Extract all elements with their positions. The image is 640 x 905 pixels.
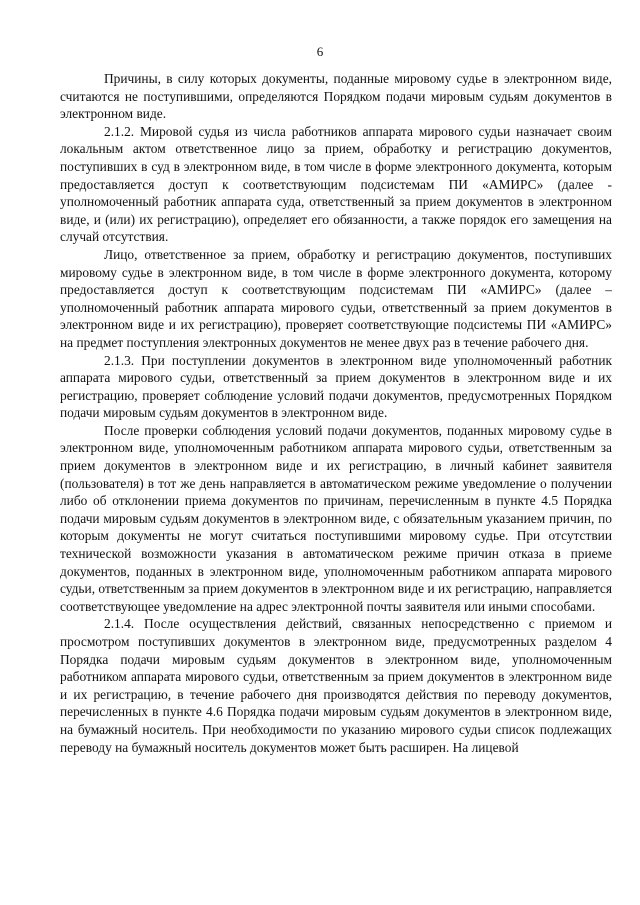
- page-number: 6: [316, 44, 324, 59]
- paragraph-reasons: Причины, в силу которых документы, поданные мировому судье в электронном виде, считаются не поступившими, определяются Порядком подачи мировым судьям документов в электронном виде.: [60, 71, 612, 122]
- paragraph-2-1-3: 2.1.3. При поступлении документов в электронном виде уполномоченный работник аппарата мирового судьи, ответственный за прием документов в электронном виде и их регистрацию, проверяет соблюдение условий подачи документов, предусмотренных Порядком подачи мировым судьям документов в электронном виде.: [60, 352, 612, 421]
- paragraph-responsible-person: Лицо, ответственное за прием, обработку и регистрацию документов, поступивших мировому судье в электронном виде, в том числе в форме электронного документа, которому предоставляется доступ к соответствующим подсистемам ПИ «АМИРС» (далее – уполномоченный работник аппарата мирового судьи, ответственный за прием документов в электронном виде и их регистрацию), проверяет соответствующие подсистемы ПИ «АМИРС» на предмет поступления электронных документов не менее двух раз в течение рабочего дня.: [60, 246, 612, 350]
- paragraph-2-1-4: 2.1.4. После осуществления действий, связанных непосредственно с приемом и просмотром поступивших документов в электронном виде, предусмотренных разделом 4 Порядка подачи мировым судьям документов в электронном виде, уполномоченным работником аппарата мирового судьи, ответственным за прием документов в электронном виде и их регистрацию, в течение рабочего дня производятся действия по переводу документов, перечисленных в пункте 4.6 Порядка подачи мировым судьям документов в электронном виде, на бумажный носитель. При необходимости по указанию мирового судьи список подлежащих переводу на бумажный носитель документов может быть расширен. На лицевой: [60, 616, 612, 755]
- paragraph-after-check: После проверки соблюдения условий подачи документов, поданных мировому судье в электронном виде, уполномоченным работником аппарата мирового судьи, ответственным за прием документов в электронном виде и их регистрацию, в личный кабинет заявителя (пользователя) в тот же день направляется в автоматическом режиме уведомление о получении либо об отклонении приема документов по причинам, перечисленным в пункте 4.5 Порядка подачи мировым судьям документов в электронном виде, с обязательным указанием причин, по которым документы не могут считаться поступившими мировому судье. При отсутствии технической возможности указания в автоматическом режиме причин отказа в приеме документов, поданных в электронном виде, уполномоченным работником аппарата мирового судьи, ответственным за прием документов в электронном виде и их регистрацию, направляется соответствующее уведомление на адрес электронной почты заявителя или иными способами.: [60, 422, 612, 614]
- document-body: [60, 70, 612, 756]
- paragraph-2-1-2: 2.1.2. Мировой судья из числа работников аппарата мирового судьи назначает своим локальным актом ответственное лицо за прием, обработку и регистрацию документов, поступивших в суд в электронном виде, в том числе в форме электронного документа, которым предоставляется доступ к соответствующим подсистемам ПИ «АМИРС» (далее - уполномоченный работник аппарата суда, ответственный за прием документов в электронном виде, и (или) их регистрацию), определяет его обязанности, а также порядок его замещения на случай отсутствия.: [60, 123, 612, 245]
